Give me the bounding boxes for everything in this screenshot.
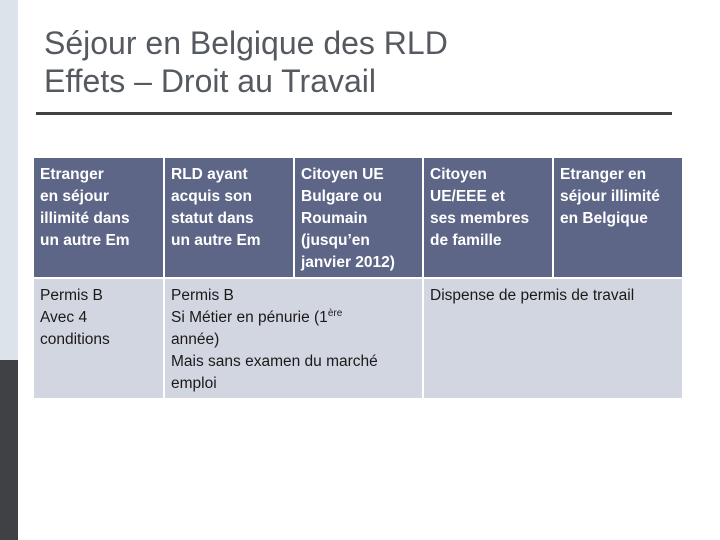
table-header-row [33, 157, 683, 278]
header-cell-etranger-belgique: Etranger en séjour illimité en Belgique [553, 157, 683, 278]
header-cell-citoyen-ue-bulgare-roumain: Citoyen UE Bulgare ou Roumain (jusqu’en janvier 2012) [294, 157, 423, 278]
cell-dispense-permis: Dispense de permis de travail [423, 278, 683, 399]
title-underline [36, 112, 672, 115]
side-accent-dark [0, 360, 18, 540]
header-cell-rld-autre-em: RLD ayant acquis son statut dans un autre Em [164, 157, 294, 278]
status-table [32, 156, 684, 400]
header-cell-citoyen-ue-eee: Citoyen UE/EEE et ses membres de famille [423, 157, 553, 278]
cell-permis-b-penurie: Permis B Si Métier en pénurie (1ère année) Mais sans examen du marché emploi [164, 278, 423, 399]
title-line-1: Séjour en Belgique des RLD [44, 25, 448, 61]
title-line-2: Effets – Droit au Travail [44, 63, 376, 99]
cell-permis-b-conditions: Permis B Avec 4 conditions [33, 278, 164, 399]
table-row [33, 278, 683, 399]
header-cell-etranger-autre-em: Etranger en séjour illimité dans un autre Em [33, 157, 164, 278]
slide-title [44, 24, 684, 100]
side-accent-light [0, 0, 18, 360]
